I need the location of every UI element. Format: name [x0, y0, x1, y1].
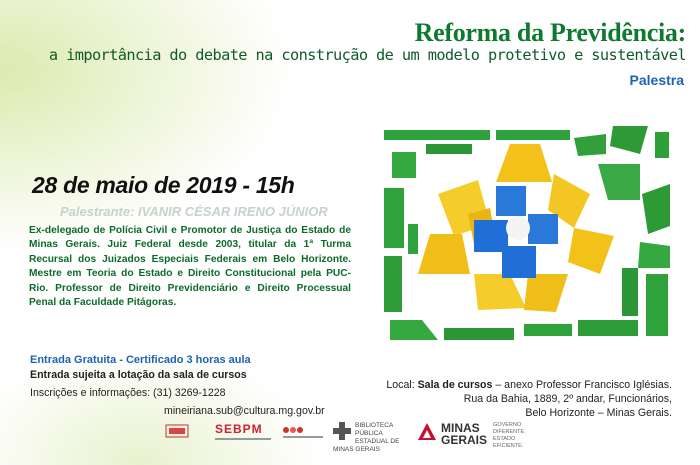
contact-email[interactable]: mineiriana.sub@cultura.mg.gov.br: [164, 405, 325, 417]
event-date: 28 de maio de 2019 - 15h: [32, 172, 295, 198]
blue-circle-blocks: [474, 186, 558, 278]
location-label: Local:: [386, 379, 415, 391]
mm-logo: [165, 422, 189, 458]
minas-gerais-logo: MINAS GERAIS GOVERNO DIFERENTE. ESTADO EFICIENTE.: [417, 422, 537, 458]
biblioteca-logo: BIBLIOTECA PÚBLICA ESTADUAL DE MINAS GERAIS: [333, 422, 400, 453]
institute-logo: [281, 422, 327, 458]
location-city: Belo Horizonte – Minas Gerais.: [525, 407, 672, 419]
sebpm-logo: SEBPM: [215, 422, 271, 458]
page-title: Reforma da Previdência:: [414, 18, 686, 47]
capacity-note: Entrada sujeita a lotação da sala de cursos: [30, 369, 247, 381]
speaker-name: Palestrante: IVANIR CÉSAR IRENO JÚNIOR: [60, 204, 328, 219]
event-type-label: Palestra: [629, 72, 684, 88]
page-subtitle: a importância do debate na construção de um modelo protetivo e sustentável: [48, 46, 686, 64]
contact-info: Inscrições e informações: (31) 3269-1228: [30, 387, 226, 399]
sponsor-logos: [165, 422, 685, 462]
location-room: Sala de cursos: [417, 379, 493, 391]
flag-blocks-artwork: [378, 124, 674, 344]
location-line: [386, 379, 672, 391]
location-street: Rua da Bahia, 1889, 2º andar, Funcionários,: [463, 393, 672, 405]
location-room-rest: – anexo Professor Francisco Iglésias.: [492, 379, 672, 391]
speaker-bio: Ex-delegado de Polícia Civil e Promotor de Justiça do Estado de Minas Gerais. Juiz Federal desde 2003, titular da 1ª Turma Recursal dos Juizados Especiais Federais em Belo Horizonte. Mestre em Teoria do Estado e Direito Constitucional pela PUC-Rio. Professor de Direito Previdenciário e Direito Processual Penal da Faculdade Pitágoras.: [29, 225, 351, 309]
free-entry-label: Entrada Gratuita - Certificado 3 horas aula: [30, 354, 251, 366]
